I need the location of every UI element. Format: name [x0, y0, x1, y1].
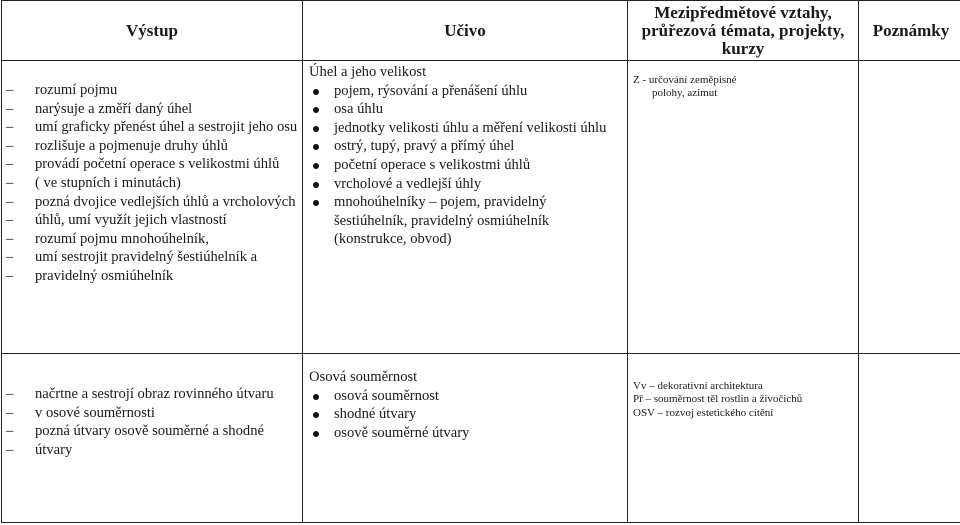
header-notes: Poznámky [859, 1, 960, 61]
curriculum-table [1, 0, 960, 523]
list-item: – pozná dvojice vedlejších úhlů a vrcholových [2, 193, 302, 212]
cross-cell [628, 61, 859, 354]
header-curriculum: Učivo [303, 1, 628, 61]
cross-text [628, 380, 858, 420]
topic-list [303, 387, 627, 443]
table-row [2, 61, 960, 354]
list-item: vrcholové a vedlejší úhly [303, 175, 627, 194]
list-item: – narýsuje a změří daný úhel [2, 100, 302, 119]
table-row [2, 354, 960, 523]
list-item: početní operace s velikostmi úhlů [303, 156, 627, 175]
cross-line: OSV – rozvoj estetického cítění [633, 406, 774, 419]
topic-title: Osová souměrnost [309, 369, 418, 385]
list-item: mnohoúhelníky – pojem, pravidelný šestiúhelník, pravidelný osmiúhelník (konstrukce, obvod) [303, 193, 627, 249]
curriculum-cell [303, 61, 628, 354]
list-item: – úhlů, umí využít jejich vlastností [2, 211, 302, 230]
output-cell [2, 354, 303, 523]
cross-text [628, 74, 858, 101]
list-item: – pozná útvary osově souměrné a shodné [2, 422, 302, 441]
list-item: jednotky velikosti úhlu a měření velikosti úhlu [303, 119, 627, 138]
cross-line: Př – souměrnost těl rostlin a živočichů [633, 393, 803, 406]
list-item: – pravidelný osmiúhelník [2, 267, 302, 286]
cross-line: Z - určování zeměpisné [633, 74, 737, 86]
list-item: osa úhlu [303, 100, 627, 119]
list-item: – rozumí pojmu mnohoúhelník, [2, 230, 302, 249]
list-item: – umí graficky přenést úhel a sestrojit jeho osu [2, 118, 302, 137]
list-item: – v osové souměrnosti [2, 404, 302, 423]
list-item: – ( ve stupních i minutách) [2, 174, 302, 193]
cross-line: polohy, azimut [652, 87, 718, 100]
list-item: – rozumí pojmu [2, 81, 302, 100]
output-list [2, 385, 302, 459]
list-item: pojem, rýsování a přenášení úhlu [303, 82, 627, 101]
list-item: – rozlišuje a pojmenuje druhy úhlů [2, 137, 302, 156]
list-item: osová souměrnost [303, 387, 627, 406]
list-item: – útvary [2, 441, 302, 460]
cross-line: Vv – dekorativní architektura [633, 380, 763, 392]
curriculum-cell [303, 354, 628, 523]
list-item: – umí sestrojit pravidelný šestiúhelník a [2, 248, 302, 267]
list-item: ostrý, tupý, pravý a přímý úhel [303, 137, 627, 156]
topic-title: Úhel a jeho velikost [309, 64, 427, 80]
list-item: – provádí početní operace s velikostmi úhlů [2, 155, 302, 174]
header-cross: Mezipředmětové vztahy, průřezová témata, projekty, kurzy [628, 1, 859, 61]
list-item: shodné útvary [303, 405, 627, 424]
list-item: osově souměrné útvary [303, 424, 627, 443]
list-item: – načrtne a sestrojí obraz rovinného útvaru [2, 385, 302, 404]
output-list [2, 81, 302, 286]
cross-cell [628, 354, 859, 523]
header-output: Výstup [2, 1, 303, 61]
notes-cell [859, 354, 960, 523]
header-row [2, 1, 960, 61]
output-cell [2, 61, 303, 354]
topic-list [303, 82, 627, 249]
notes-cell [859, 61, 960, 354]
